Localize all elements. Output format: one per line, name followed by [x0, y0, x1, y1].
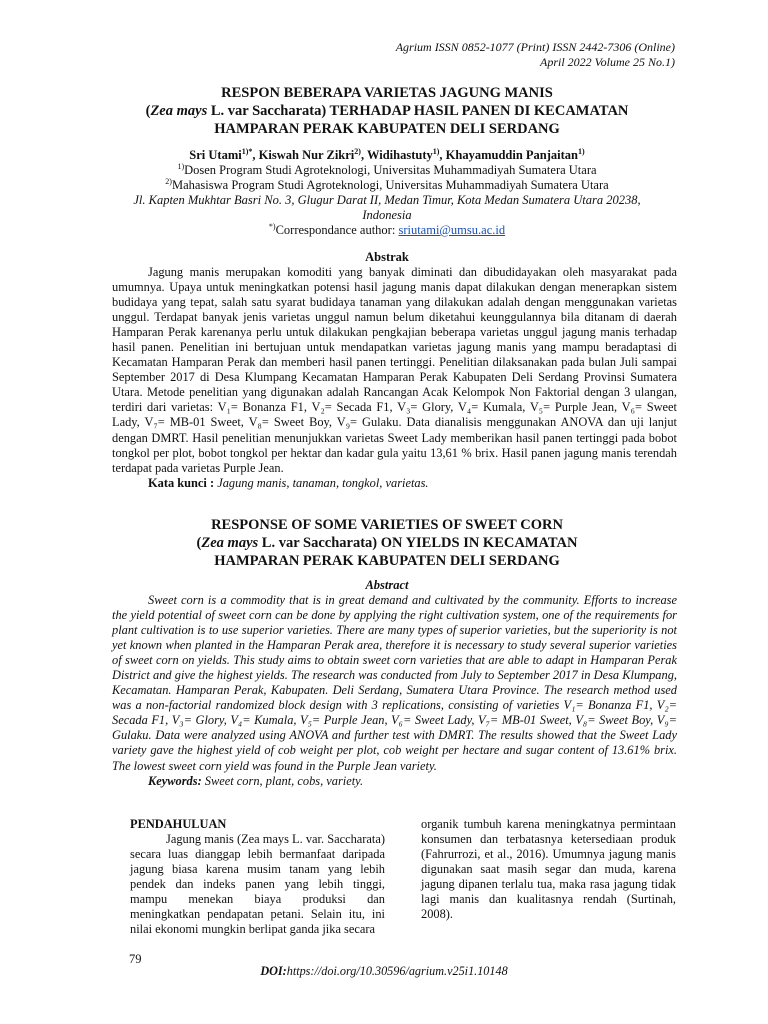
address-line1: Jl. Kapten Mukhtar Basri No. 3, Glugur Darat II, Medan Timur, Kota Medan Sumatera Utara 20238,	[133, 193, 641, 207]
abstract-en-text: Sweet corn is a commodity that is in great demand and cultivated by the community. Efforts to increase the yield potential of sweet corn can be done by applying the right cultivation system, one of the requirements for plant cultivation is to use superior varieties. There are many types of superior varieties, but the superiority is not yet known when planted in the Hamparan Perak area, therefore it is necessary to study several superior varieties of sweet corn on yields. This study aims to obtain sweet corn varieties that are able to adapt in Hamparan Perak District and give the highest yields. The research was conducted from July to September 2017 in Desa Klumpang, Kecamatan. Hamparan Perak, Kabupaten. Deli Serdang, Sumatera Utara Province. The research method used was a non-factorial randomized block design with 3 replications, consisting of varieties V₁= Bonanza F1, V₂= Secada F1, V₃= Glory, V₄= Kumala, V₅= Purple Jean, V₆= Sweet Lady, V₇= MB-01 Sweet, V₈= Sweet Boy, V₉= Gulaku. Data were analyzed using ANOVA and further test with DMRT. The results showed that the Sweet Lady variety gave the highest yield of cob weight per plot, cob weight per hectare and sugar content of 13.61% brix. The lowest sweet corn yield was found in the Purple Jean variety.	[112, 593, 677, 773]
doi-link[interactable]: https://doi.org/10.30596/agrium.v25i1.10148	[286, 964, 508, 978]
correspondence-email-link[interactable]: sriutami@umsu.ac.id	[398, 223, 506, 237]
title-id-line2: (Zea mays L. var Saccharata) TERHADAP HASIL PANEN DI KECAMATAN	[145, 103, 629, 119]
address-line2: Indonesia	[362, 208, 412, 222]
body-column-left	[130, 817, 385, 937]
affiliation-2: $^{2)}$Mahasiswa Program Studi Agroteknologi, Universitas Muhammadiyah Sumatera Utara	[165, 176, 609, 192]
species-name: Zea mays	[150, 103, 208, 119]
affiliation-1: $^{1)}$Dosen Program Studi Agroteknologi, Universitas Muhammadiyah Sumatera Utara	[177, 161, 597, 177]
body-column-right	[421, 817, 676, 922]
title-en-line1: RESPONSE OF SOME VARIETIES OF SWEET CORN	[211, 517, 563, 533]
keywords-id: Kata kunci : Jagung manis, tanaman, tongkol, varietas.	[148, 475, 429, 490]
body-right-text: organik tumbuh karena meningkatnya permintaan konsumen dan terbatasnya ketersediaan produk (Fahrurrozi, et al., 2016). Umumnya jagung manis digunakan saat masih segar dan muda, karena jagung dipanen terlalu tua, maka rasa jagung tidak lagi manis dan kualitasnya rendah (Surtinah, 2008).	[421, 817, 676, 922]
abstract-en-body	[112, 593, 677, 789]
species-name-en: Zea mays	[201, 535, 259, 551]
body-left-text: Jagung manis (Zea mays L. var. Saccharata) secara luas dianggap lebih bermanfaat daripada jagung biasa karena musim tanam yang lebih pendek dan indeks panen yang lebih tinggi, mampu menekan biaya produksi dan meningkatkan pendapatan petani. Selain itu, ini nilai ekonomi mungkin berlipat ganda jika secara	[130, 832, 385, 937]
abstract-id-body	[112, 265, 677, 491]
journal-issn: Agrium ISSN 0852-1077 (Print) ISSN 2442-7306 (Online)	[395, 40, 675, 54]
abstract-id-text: Jagung manis merupakan komoditi yang banyak diminati dan dibudidayakan oleh masyarakat pada umumnya. Upaya untuk meningkatkan potensi hasil jagung manis dapat dilakukan dengan menerapkan sistem budidaya yang tepat, salah satu syarat budidaya tanaman yang dilakukan adalah dengan menggunakan varietas unggul. Terdapat banyak jenis varietas unggul namun belum diketahui keunggulannya bila ditanam di daerah Hamparan Perak karenanya perlu untuk dilakukan pengkajian beberapa varietas unggul jagung manis terhadap hasil panen. Penelitian ini bertujuan untuk mendapatkan varietas jagung manis yang mampu beradaptasi di Kecamatan Hamparan Perak dan memberi hasil panen tertinggi. Penelitian dilaksanakan pada bulan Juli sampai September 2017 di Desa Klumpang Kecamatan Hamparan Perak Kabupaten Deli Serdang Provinsi Sumatera Utara. Metode penelitian yang digunakan adalah Rancangan Acak Kelompok Non Faktorial dengan 3 ulangan, terdiri dari varietas: V₁= Bonanza F1, V₂= Secada F1, V₃= Glory, V₄= Kumala, V₅= Purple Jean, V₆= Sweet Lady, V₇= MB-01 Sweet, V₈= Sweet Boy, V₉= Gulaku. Data dianalisis menggunakan ANOVA dan uji lanjut dengan DMRT. Hasil penelitian menunjukkan varietas Sweet Lady memberikan hasil panen tertinggi pada bobot tongkol per plot, bobot tongkol per hektar dan kadar gula yaitu 13,61 % brix. Hasil panen jagung manis terendah terdapat pada varietas Purple Jean.	[112, 265, 677, 475]
abstract-id-heading: Abstrak	[365, 250, 409, 264]
journal-header	[396, 40, 675, 70]
keywords-en: Keywords: Sweet corn, plant, cobs, variety.	[148, 773, 364, 788]
abstract-en-heading: Abstract	[365, 578, 409, 592]
page-number: 79	[129, 952, 142, 966]
title-id-line1: RESPON BEBERAPA VARIETAS JAGUNG MANIS	[221, 85, 553, 101]
author-names: Sri Utami$^{1)*}$, Kiswah Nur Zikri$^{2)}$, Widihastuty$^{1)}$, Khayamuddin Panjaitan$^{1)}$	[189, 146, 585, 162]
title-id-line3: HAMPARAN PERAK KABUPATEN DELI SERDANG	[214, 121, 560, 137]
doi-footer: DOI:https://doi.org/10.30596/agrium.v25i1.10148	[260, 964, 508, 978]
title-en-line3: HAMPARAN PERAK KABUPATEN DELI SERDANG	[214, 553, 560, 569]
journal-issue: April 2022 Volume 25 No.1)	[540, 55, 675, 69]
title-english	[110, 516, 664, 570]
author-block	[110, 148, 664, 238]
title-indonesian	[110, 84, 664, 138]
section-heading: PENDAHULUAN	[130, 817, 227, 831]
title-en-line2: (Zea mays L. var Saccharata) ON YIELDS IN KECAMATAN	[196, 535, 578, 551]
correspondence: *)Correspondance author: sriutami@umsu.ac.id	[268, 221, 506, 237]
